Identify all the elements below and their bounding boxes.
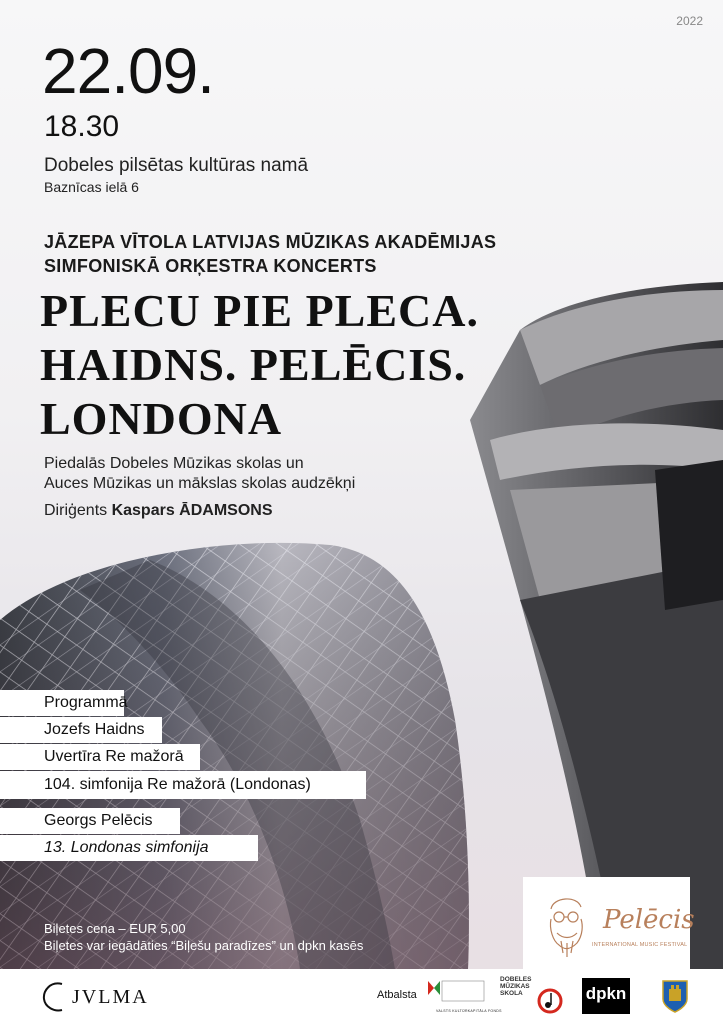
concert-time: 18.30	[44, 110, 120, 143]
conductor-label: Diriģents	[44, 502, 112, 519]
composer-portrait-sketch	[537, 889, 597, 961]
kkf-logo-text: VALSTS KULTŪRKAPITĀLA FONDS	[436, 1009, 502, 1013]
ticket-price: Biļetes cena – EUR 5,00	[44, 921, 186, 936]
music-note-icon	[537, 988, 563, 1014]
music-school-line-1: DOBELES	[500, 976, 532, 983]
concert-title-line-2: HAIDNS. PELĒCIS.	[40, 339, 467, 390]
conductor	[44, 502, 273, 520]
venue-name: Dobeles pilsētas kultūras namā	[44, 155, 309, 176]
venue-address: Baznīcas ielā 6	[44, 179, 139, 195]
music-school-line-3: SKOLA	[500, 990, 523, 997]
festival-logo-script: Pelēcis	[603, 905, 695, 935]
year-label: 2022	[676, 14, 703, 28]
dobele-coat-of-arms-icon	[661, 979, 689, 1013]
program-composer-1: Jozefs Haidns	[44, 721, 145, 738]
kkf-logo-icon	[426, 978, 486, 1008]
program-work-1: Uvertīra Re mažorā	[44, 748, 184, 765]
program-work-2: 104. simfonija Re mažorā (Londonas)	[44, 776, 311, 793]
conductor-name: Kaspars ĀDAMSONS	[111, 502, 273, 519]
ticket-sales-info: Biļetes var iegādāties “Biļešu paradīzes” un dpkn kasēs	[44, 938, 364, 953]
participants-line-1: Piedalās Dobeles Mūzikas skolas un	[44, 455, 304, 472]
program-heading: Programmā	[44, 694, 128, 711]
dpkn-logo: dpkn	[582, 978, 630, 1014]
program-work-3: 13. Londonas simfonija	[44, 839, 209, 856]
program-composer-2: Georgs Pelēcis	[44, 812, 153, 829]
music-school-line-2: MŪZIKAS	[500, 983, 530, 990]
concert-date: 22.09.	[42, 35, 214, 107]
music-school-logo-text	[500, 976, 531, 997]
concert-title-line-1: PLECU PIE PLECA.	[40, 285, 479, 336]
jvlma-logo: JVLMA	[72, 986, 149, 1008]
jvlma-circle-icon	[42, 981, 70, 1013]
support-label: Atbalsta	[377, 989, 417, 1001]
concert-title-line-3: LONDONA	[40, 393, 283, 444]
participants-line-2: Auces Mūzikas un mākslas skolas audzēkņi	[44, 475, 356, 492]
organizer-line-2: SIMFONISKĀ ORĶESTRA KONCERTS	[44, 256, 377, 276]
festival-subtitle: INTERNATIONAL MUSIC FESTIVAL	[592, 942, 688, 948]
organizer-line-1: JĀZEPA VĪTOLA LATVIJAS MŪZIKAS AKADĒMIJAS	[44, 232, 497, 252]
